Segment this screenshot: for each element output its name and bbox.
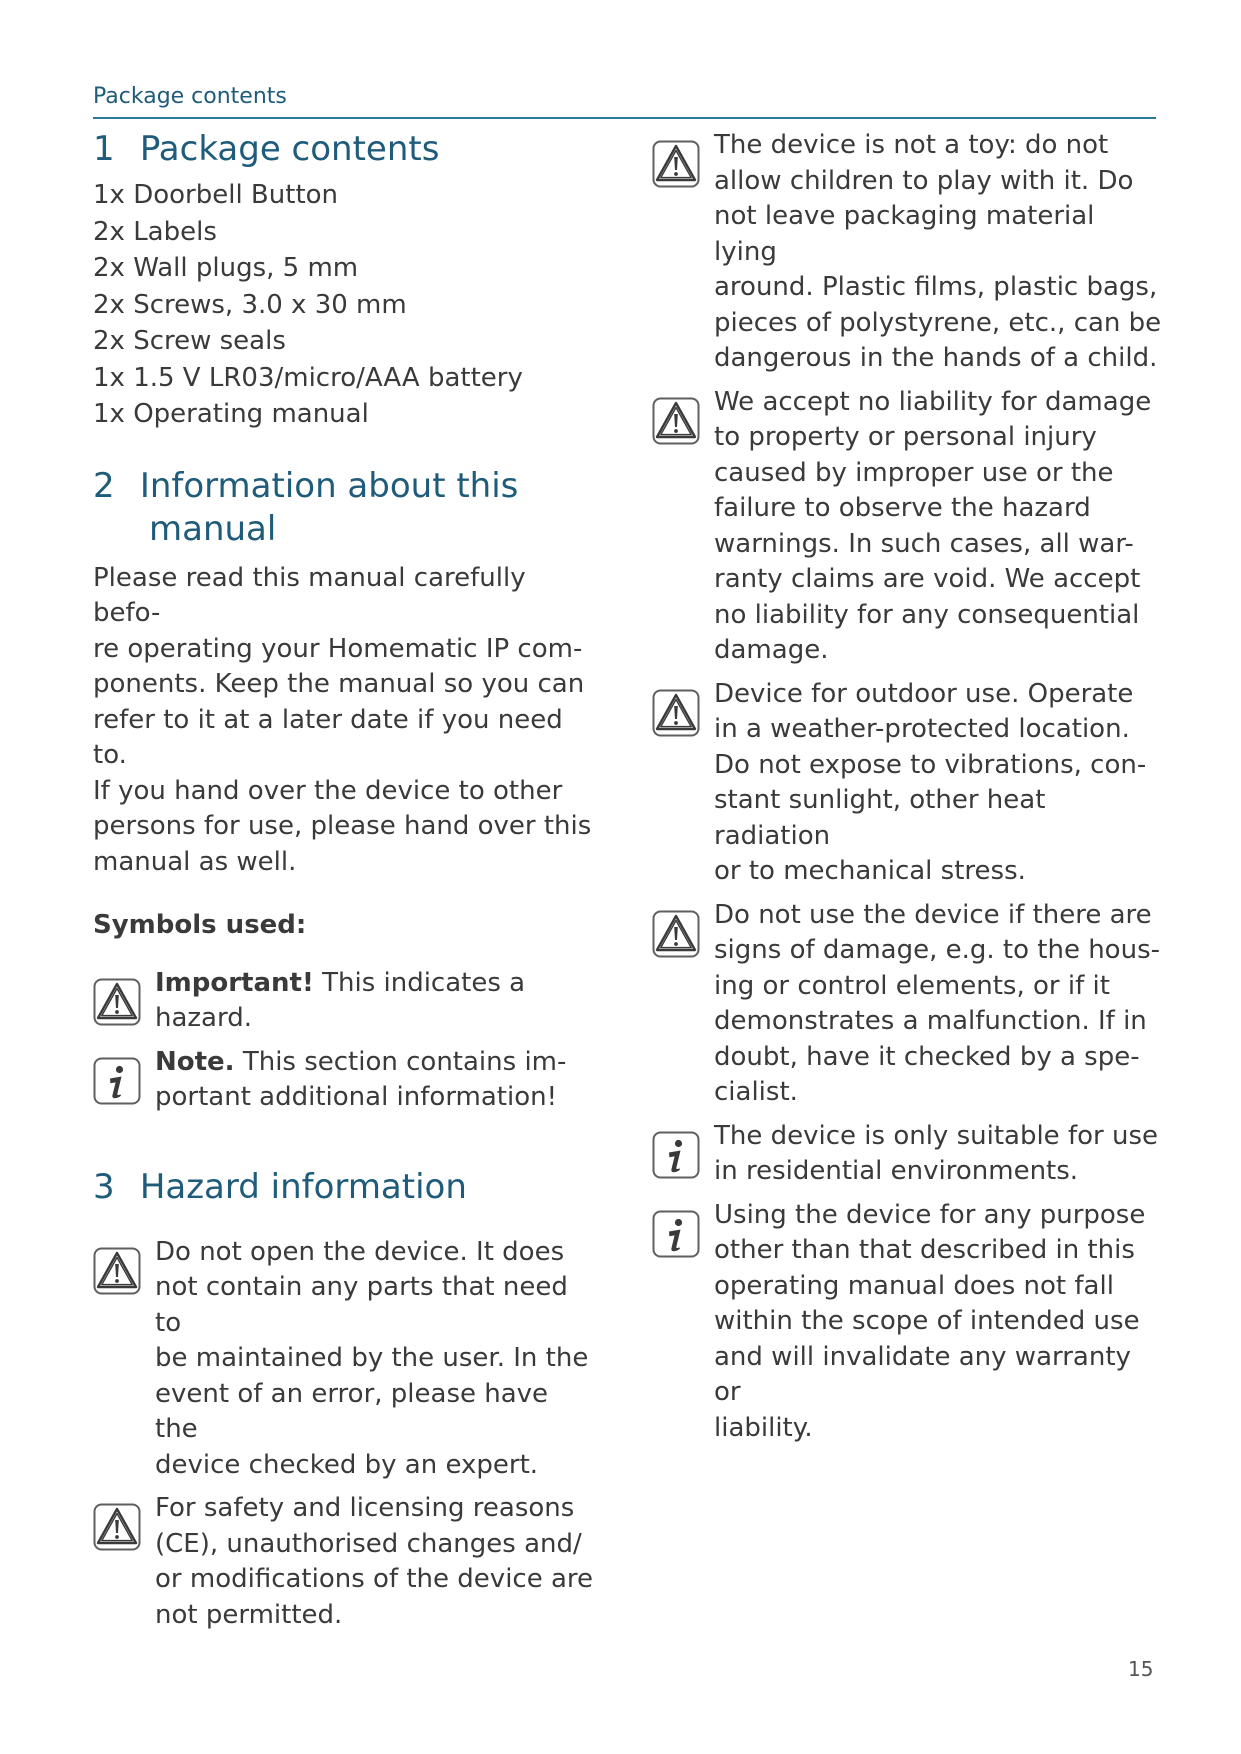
text-line: warnings. In such cases, all war-: [714, 528, 1134, 559]
running-header: Package contents: [93, 84, 287, 109]
text-line: ranty claims are void. We accept: [714, 564, 1141, 594]
notice-text: [714, 128, 1162, 377]
text-line: ing or control elements, or if it: [714, 970, 1110, 1001]
notice-text: [155, 966, 525, 1037]
text-line: Do not open the device. It does: [155, 1236, 565, 1267]
hazard-notice: [652, 677, 1162, 890]
info-icon: [652, 1210, 700, 1258]
text-line: or to mechanical stress.: [714, 856, 1026, 886]
info-icon: [93, 1057, 141, 1105]
symbol-note: [93, 1045, 593, 1116]
notice-text: [714, 677, 1162, 890]
text-line: The device is not a toy: do not: [714, 130, 1109, 160]
text-line: allow children to play with it. Do: [714, 165, 1134, 196]
list-item: 1x Operating manual: [93, 399, 369, 429]
text-line: to property or personal injury: [714, 422, 1097, 452]
text-line: no liability for any consequential: [714, 599, 1140, 630]
text-line: device checked by an expert.: [155, 1449, 539, 1480]
info-notice: [652, 1119, 1162, 1190]
list-item: 2x Screws, 3.0 x 30 mm: [93, 289, 407, 320]
text-line: operating manual does not fall: [714, 1270, 1114, 1301]
text-line: The device is only suitable for use: [714, 1120, 1158, 1151]
warning-icon: [652, 140, 700, 188]
text-line: doubt, have it checked by a spe-: [714, 1041, 1140, 1072]
right-column: [652, 128, 1162, 1446]
warning-icon: [652, 689, 700, 737]
text-line: manual as well.: [93, 846, 297, 877]
section-title: Package contents: [139, 129, 440, 169]
text-line: around. Plastic films, plastic bags,: [714, 272, 1158, 302]
list-item: 2x Screw seals: [93, 326, 286, 356]
notice-text: [714, 898, 1160, 1111]
text-line: stant sunlight, other heat radiation: [714, 785, 1046, 851]
text-line: in residential environments.: [714, 1156, 1079, 1186]
hazard-notice: [93, 1235, 593, 1484]
list-item: 1x Doorbell Button: [93, 180, 339, 210]
info-icon: [652, 1131, 700, 1179]
text-line: ponents. Keep the manual so you can: [93, 669, 585, 699]
text-line: hazard.: [155, 1003, 252, 1033]
section-number: 3: [93, 1166, 115, 1207]
notice-text: [155, 1491, 593, 1633]
text-line: caused by improper use or the: [714, 457, 1114, 488]
warning-icon: [652, 397, 700, 445]
section-heading-information-about-manual: [93, 465, 593, 551]
info-notice: [652, 1198, 1162, 1447]
text-line: portant additional information!: [155, 1082, 558, 1112]
notice-text: [155, 1045, 566, 1116]
text-line: not contain any parts that need to: [155, 1272, 568, 1338]
text-line: If you hand over the device to other: [93, 775, 563, 806]
text-line: Using the device for any purpose: [714, 1199, 1146, 1230]
text-line: damage.: [714, 635, 829, 665]
text-line: refer to it at a later date if you need to.: [93, 704, 563, 770]
page-number: 15: [1128, 1657, 1154, 1681]
section-heading-hazard-information: [93, 1166, 593, 1209]
text-line: be maintained by the user. In the: [155, 1343, 589, 1373]
text-line: and will invalidate any warranty or: [714, 1341, 1131, 1407]
list-item: 1x 1.5 V LR03/micro/AAA battery: [93, 362, 523, 393]
warning-icon: [93, 978, 141, 1026]
hazard-notice: [652, 385, 1162, 669]
text-line: event of an error, please have the: [155, 1378, 549, 1444]
text-line: (CE), unauthorised changes and/: [155, 1528, 582, 1559]
list-item: 2x Wall plugs, 5 mm: [93, 253, 359, 283]
text-line: persons for use, please hand over this: [93, 811, 592, 841]
text-line: cialist.: [714, 1077, 798, 1107]
section-number: 1: [93, 129, 115, 169]
text-line: failure to observe the hazard: [714, 493, 1091, 523]
list-item: 2x Labels: [93, 216, 217, 247]
text-line: We accept no liability for damage: [714, 386, 1152, 417]
text-line: pieces of polystyrene, etc., can be: [714, 307, 1162, 338]
hazard-notice: [652, 128, 1162, 377]
notice-label: Note.: [155, 1046, 235, 1077]
text-line: within the scope of intended use: [714, 1306, 1140, 1336]
text-line: This section contains im-: [234, 1046, 567, 1077]
text-line: other than that described in this: [714, 1235, 1135, 1265]
text-line: re operating your Homematic IP com-: [93, 633, 583, 664]
left-column: [93, 128, 593, 1633]
text-line: signs of damage, e.g. to the hous-: [714, 935, 1160, 965]
section-title-line: manual: [149, 508, 277, 549]
notice-text: [714, 385, 1151, 669]
text-line: dangerous in the hands of a child.: [714, 343, 1158, 373]
section-number: 2: [93, 465, 115, 506]
warning-icon: [93, 1247, 141, 1295]
warning-icon: [93, 1503, 141, 1551]
manual-paragraph: [93, 561, 593, 881]
section-heading-package-contents: [93, 128, 593, 171]
text-line: Please read this manual carefully befo-: [93, 562, 526, 628]
text-line: in a weather-protected location.: [714, 714, 1130, 744]
text-line: not permitted.: [155, 1599, 343, 1630]
text-line: Do not use the device if there are: [714, 899, 1152, 930]
symbols-used-heading: Symbols used:: [93, 910, 307, 940]
hazard-notice: [652, 898, 1162, 1111]
text-line: or modifications of the device are: [155, 1564, 594, 1594]
section-title: Hazard information: [139, 1166, 467, 1207]
text-line: Device for outdoor use. Operate: [714, 678, 1134, 709]
package-contents-list: [93, 177, 593, 433]
notice-text: [714, 1119, 1158, 1190]
text-line: not leave packaging material lying: [714, 201, 1095, 267]
symbol-important: [93, 966, 593, 1037]
text-line: For safety and licensing reasons: [155, 1493, 575, 1523]
notice-text: [714, 1198, 1162, 1447]
header-rule: [93, 117, 1156, 119]
section-title-line: Information about this: [139, 465, 519, 506]
notice-label: Important!: [155, 967, 314, 998]
text-line: liability.: [714, 1412, 813, 1443]
warning-icon: [652, 910, 700, 958]
notice-text: [155, 1235, 593, 1484]
text-line: Do not expose to vibrations, con-: [714, 749, 1147, 780]
hazard-notice: [93, 1491, 593, 1633]
text-line: demonstrates a malfunction. If in: [714, 1006, 1147, 1036]
text-line: This indicates a: [313, 967, 526, 998]
